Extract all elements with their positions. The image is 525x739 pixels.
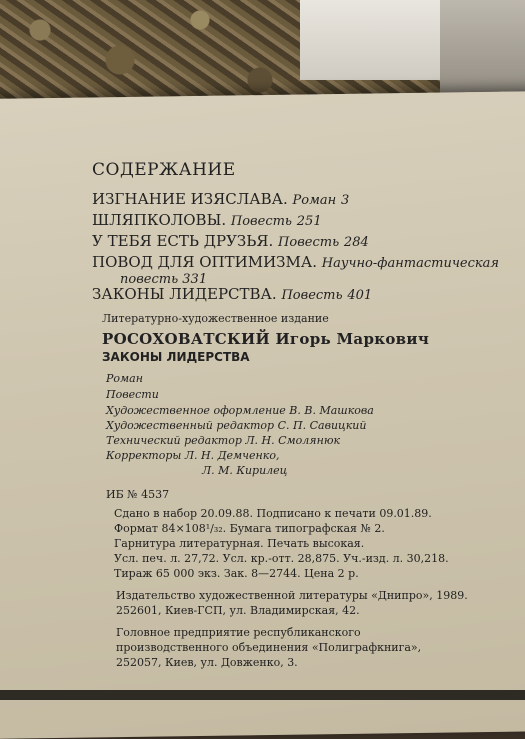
book-title: ЗАКОНЫ ЛИДЕРСТВА <box>102 350 250 364</box>
toc-item-name: ШЛЯПКОЛОВЫ. <box>92 211 227 229</box>
toc-item <box>92 211 322 229</box>
credit-line: Художественный редактор С. П. Савицкий <box>106 419 367 432</box>
toc-item-genre: Повесть <box>281 288 343 303</box>
printer-line: производственного объединения «Полиграфкнига», <box>116 641 422 654</box>
publisher-line: 252601, Киев-ГСП, ул. Владимирская, 42. <box>116 604 360 617</box>
toc-item-page: 251 <box>296 214 322 229</box>
toc-item-name: ИЗГНАНИЕ ИЗЯСЛАВА. <box>92 190 288 208</box>
toc-item-genre: Повесть <box>278 235 340 250</box>
tech-line: Сдано в набор 20.09.88. Подписано к печати 09.01.89. <box>114 507 432 520</box>
toc-item-genre: Научно-фантастическая <box>321 256 500 271</box>
toc-item-name: У ТЕБЯ ЕСТЬ ДРУЗЬЯ. <box>92 232 274 250</box>
toc-item-page: 284 <box>343 235 369 250</box>
ib-number: ИБ № 4537 <box>106 488 170 501</box>
toc-item-genre: Повесть <box>230 214 292 229</box>
toc-item <box>92 190 349 208</box>
toc-title: СОДЕРЖАНИЕ <box>92 160 236 180</box>
toc-item-name: ЗАКОНЫ ЛИДЕРСТВА. <box>92 285 277 303</box>
toc-item <box>92 253 499 271</box>
page-bottom-edge <box>0 690 525 700</box>
tech-line: Формат 84×108¹/₃₂. Бумага типографская № 2. <box>114 522 385 535</box>
genre-label: Повести <box>106 388 159 401</box>
toc-item-page: 3 <box>340 193 350 208</box>
publisher-line: Издательство художественной литературы «Днипро», 1989. <box>116 589 468 602</box>
author-name: РОСОХОВАТСКИЙ Игорь Маркович <box>102 330 430 348</box>
edition-type: Литературно-художественное издание <box>102 312 329 325</box>
printer-line: Головное предприятие республиканского <box>116 626 361 639</box>
toc-item-genre: Роман <box>292 193 337 208</box>
tech-line: Тираж 65 000 экз. Зак. 8—2744. Цена 2 р. <box>114 567 359 580</box>
credit-line: Корректоры Л. Н. Демченко, <box>106 449 280 462</box>
credit-line: Технический редактор Л. Н. Смолянюк <box>106 434 341 447</box>
tech-line: Усл. печ. л. 27,72. Усл. кр.-отт. 28,875. Уч.-изд. л. 30,218. <box>114 552 449 565</box>
toc-item-name: ПОВОД ДЛЯ ОПТИМИЗМА. <box>92 253 317 271</box>
toc-item <box>92 285 372 303</box>
credit-line: Художественное оформление В. В. Машкова <box>106 404 374 417</box>
toc-item-page: 401 <box>347 288 373 303</box>
credit-line: Л. М. Кирилец <box>202 464 288 477</box>
genre-label: Роман <box>106 372 143 385</box>
printer-line: 252057, Киев, ул. Довженко, 3. <box>116 656 298 669</box>
toc-item <box>92 232 369 250</box>
tech-line: Гарнитура литературная. Печать высокая. <box>114 537 365 550</box>
toc-item-continuation: повесть 331 <box>120 272 208 287</box>
